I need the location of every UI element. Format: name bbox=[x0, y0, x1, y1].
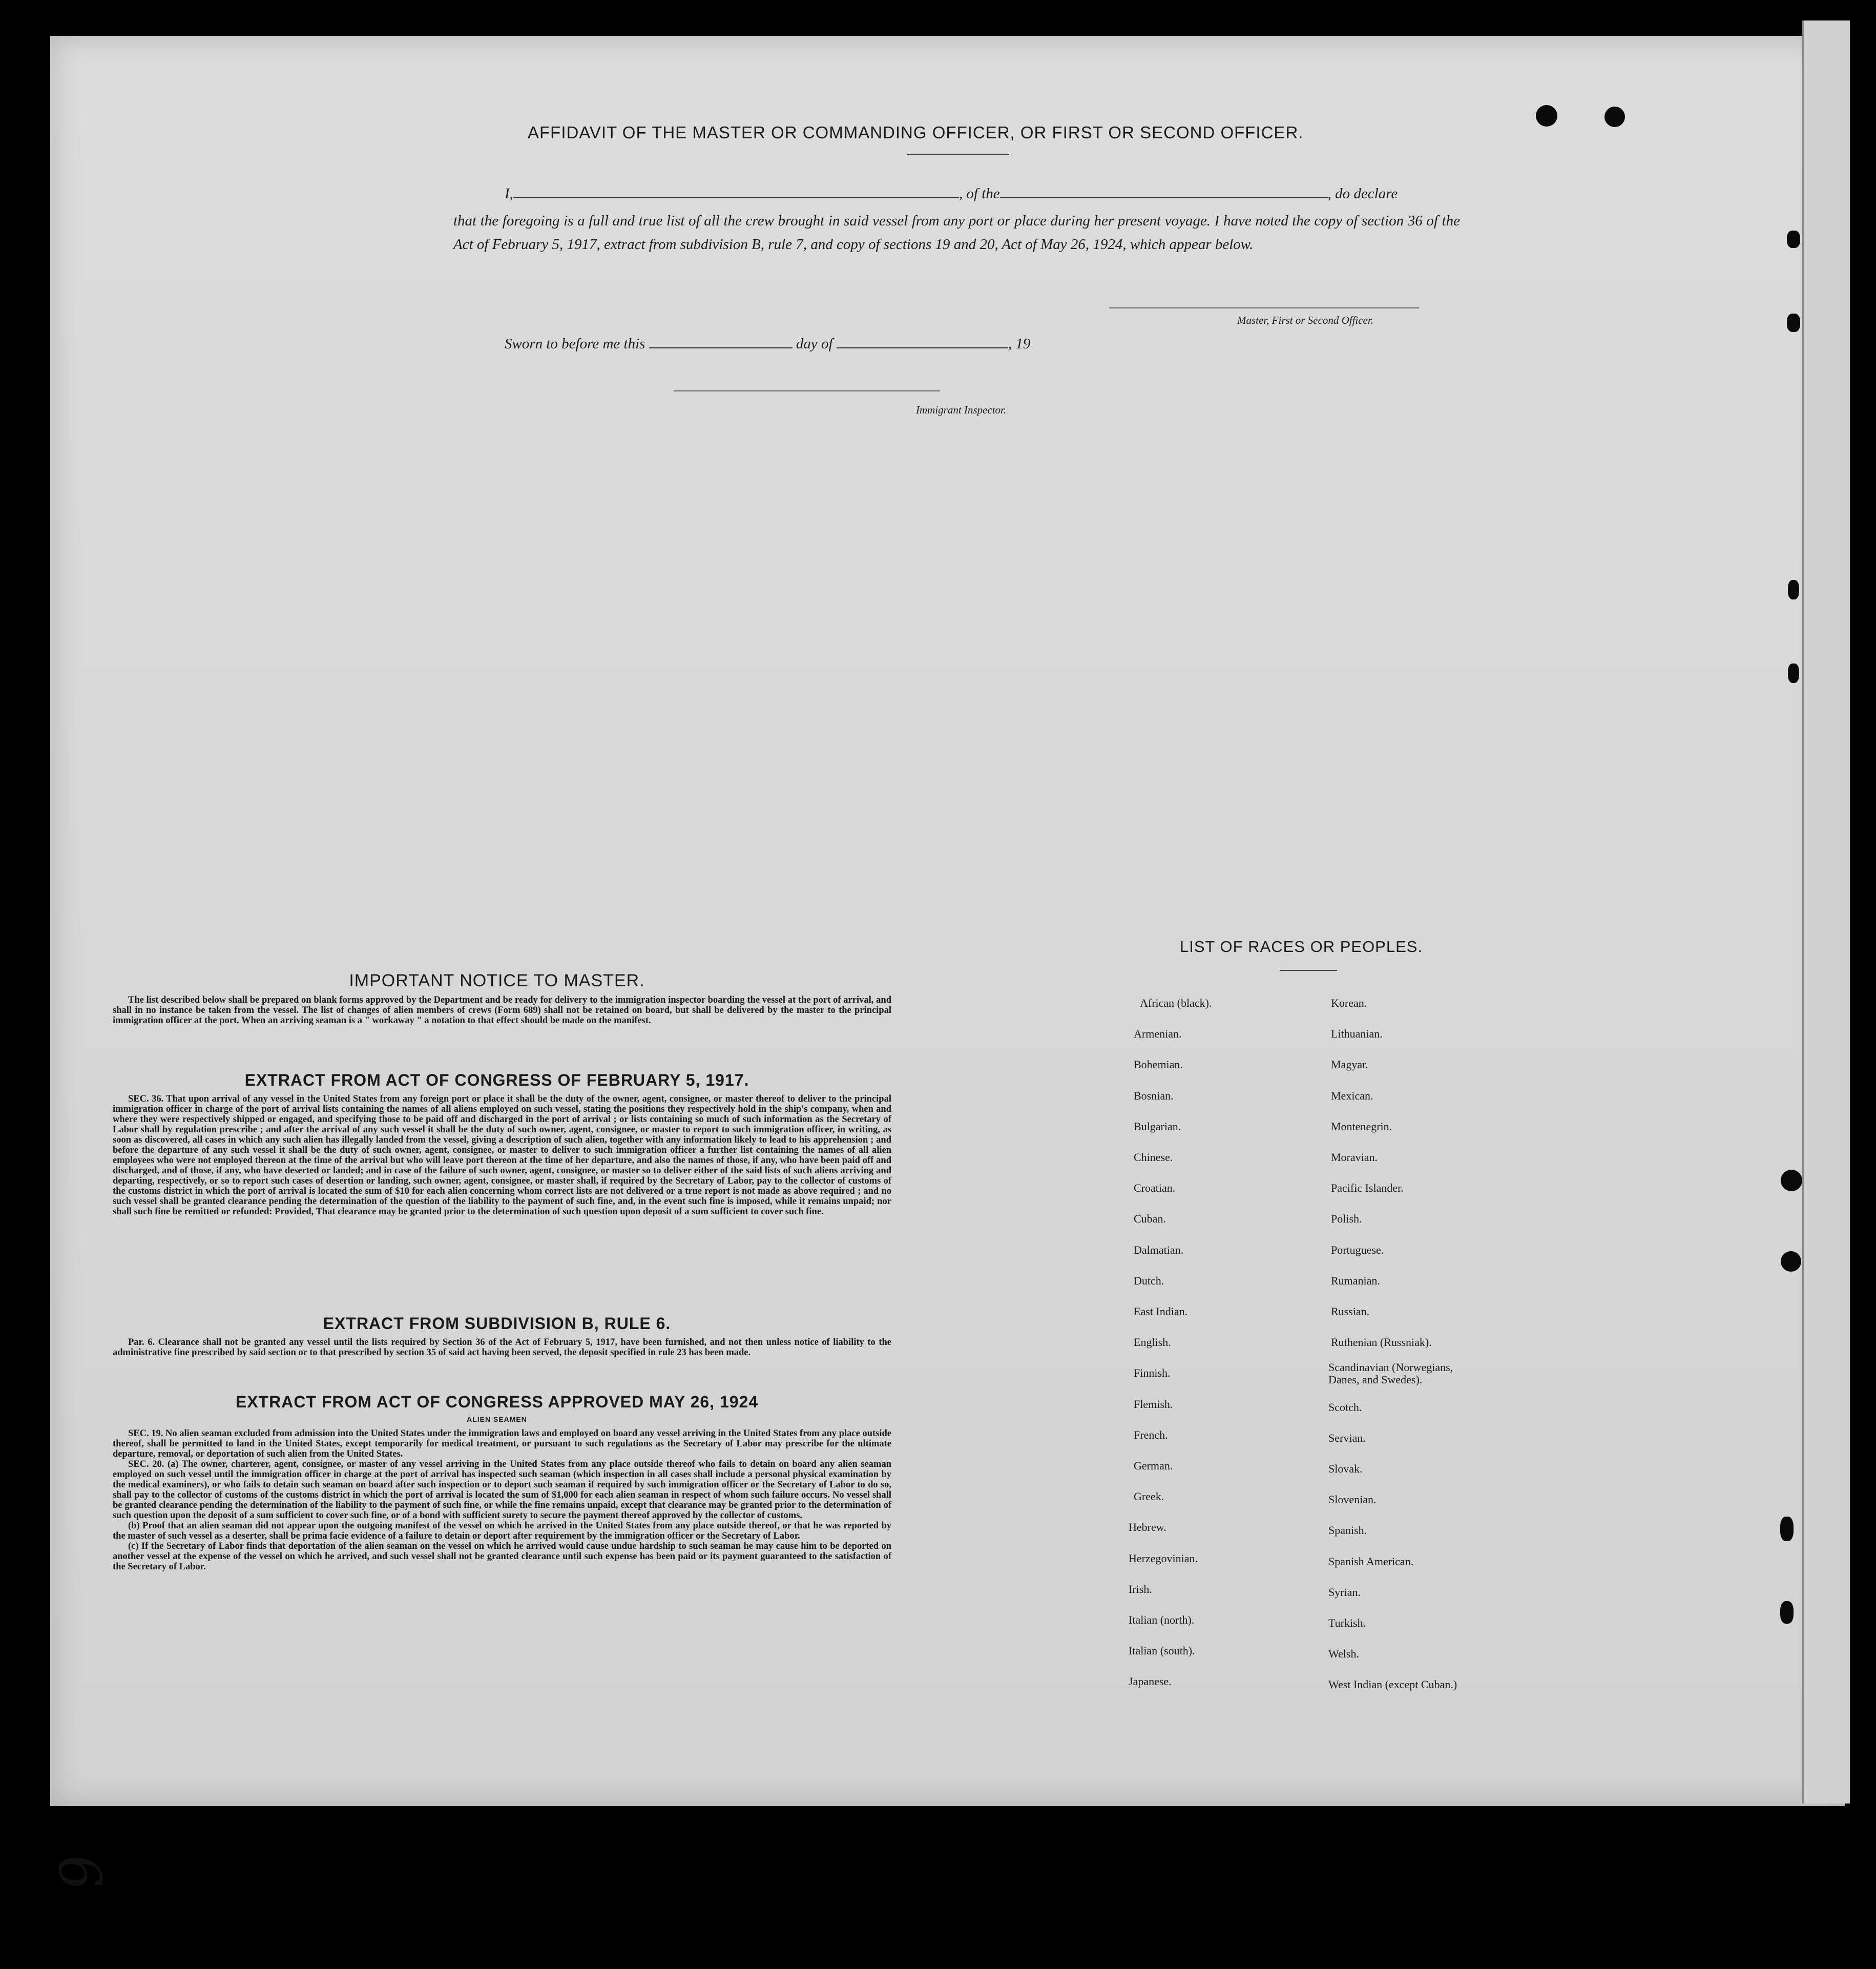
punch-hole bbox=[1780, 1601, 1794, 1624]
race-item: Spanish. bbox=[1328, 1524, 1367, 1537]
notice-title: IMPORTANT NOTICE TO MASTER. bbox=[349, 971, 645, 990]
sec36-paragraph: SEC. 36. That upon arrival of any vessel in the United States from any foreign port or place it shall be the duty of the owner, agent, consignee, or master thereof to deliver to the principal immigration officer in charge of the port of arrival lists containing the names of all aliens employed on such vessel, stating the positions they respectively hold in the ship's company, when and where they were respectively shipped or engaged, and specifying those to be paid off and discharged in the port of arrival ; or lists containing so much of such information as the Secretary of Labor shall by regulation prescribe ; and after the arrival of any such vessel it shall be the duty of such owner, agent, consignee, or master to report to such immigration officer, in writing, as soon as discovered, all cases in which any such alien has illegally landed from the vessel, giving a description of such alien, together with any information likely to lead to his apprehension ; and before the departure of any such vessel it shall be the duty of such owner, agent, consignee, or master to deliver to such immigration officer a further list containing the names of all alien employees who were not employed thereon at the time of the arrival but who will leave port thereon at the time of her departure, and also the names of those, if any, who have been paid off and discharged, and of those, if any, who have deserted or landed; and in case of the failure of such owner, agent, consignee, or master so to deliver either of the said lists of such aliens arriving and departing, respectively, or so to report such cases of desertion or landing, such owner, agent, consignee, or master shall, if required by the Secretary of Labor, pay to the collector of customs of the customs district in which the port of arrival is located the sum of $10 for each alien concerning whom correct lists are not delivered or a true report is not made as above required ; and no such vessel shall be granted clearance pending the determination of the question of the liability to the payment of such fine, and, in the event such fine is imposed, while it remains unpaid; nor shall such fine be remitted or refunded: Provided, That clearance may be granted prior to the determination of such question upon deposit of a sum sufficient to cover such fine. bbox=[113, 1094, 891, 1217]
race-item: Polish. bbox=[1331, 1212, 1362, 1226]
affidavit-title-rule bbox=[907, 154, 1009, 155]
race-item: Syrian. bbox=[1328, 1585, 1361, 1599]
race-item: Servian. bbox=[1328, 1431, 1366, 1444]
affidavit-line1-start: I, bbox=[505, 185, 513, 202]
race-item: Bulgarian. bbox=[1134, 1120, 1181, 1133]
race-item: Irish. bbox=[1129, 1582, 1152, 1595]
race-item: Flemish. bbox=[1134, 1397, 1173, 1411]
race-item: Turkish. bbox=[1328, 1616, 1366, 1629]
vessel-blank[interactable] bbox=[1000, 197, 1328, 198]
race-item: Slovak. bbox=[1328, 1462, 1363, 1475]
punch-hole bbox=[1788, 664, 1799, 683]
race-item: English. bbox=[1134, 1336, 1171, 1349]
extract-rule6-body bbox=[113, 1337, 891, 1358]
sworn-year: , 19 bbox=[1008, 336, 1031, 352]
race-item: Moravian. bbox=[1331, 1151, 1378, 1164]
inspector-signature-line[interactable] bbox=[674, 390, 940, 391]
notice-paragraph: The list described below shall be prepared on blank forms approved by the Department and be ready for delivery to the immigration inspector boarding the vessel at the port of arrival, and shall in no instance be taken from the vessel. The list of changes of alien members of crews (Form 689) shall not be retained on board, but shall be delivered by the master to the principal immigration officer at the port. When an arriving seaman is a " workaway " a notation to that effect should be made on the manifest. bbox=[113, 995, 891, 1026]
race-item: Scotch. bbox=[1328, 1400, 1362, 1414]
affidavit-line1-end: , do declare bbox=[1327, 185, 1398, 202]
punch-hole bbox=[1536, 105, 1557, 127]
race-item: Magyar. bbox=[1331, 1058, 1368, 1071]
alien-seamen-subtitle: ALIEN SEAMEN bbox=[467, 1415, 527, 1423]
name-blank[interactable] bbox=[513, 197, 959, 198]
extract-rule6-title: EXTRACT FROM SUBDIVISION B, RULE 6. bbox=[323, 1314, 671, 1333]
race-item: Mexican. bbox=[1331, 1089, 1373, 1102]
race-item: German. bbox=[1134, 1459, 1173, 1472]
affidavit-title: AFFIDAVIT OF THE MASTER OR COMMANDING OFFICER, OR FIRST OR SECOND OFFICER. bbox=[528, 123, 1304, 142]
race-item: Cuban. bbox=[1134, 1212, 1166, 1226]
race-item: East Indian. bbox=[1134, 1305, 1188, 1318]
sworn-day: day of bbox=[796, 336, 833, 352]
race-item: Dutch. bbox=[1134, 1274, 1164, 1287]
race-item: Chinese. bbox=[1134, 1151, 1173, 1164]
race-item: Ruthenian (Russniak). bbox=[1331, 1336, 1432, 1349]
punch-hole bbox=[1787, 314, 1800, 332]
punch-hole bbox=[1781, 1251, 1801, 1272]
race-item: Bohemian. bbox=[1134, 1058, 1183, 1071]
extract-1924-body bbox=[113, 1428, 891, 1572]
sworn-start: Sworn to before me this bbox=[505, 336, 645, 352]
document-edge-strip bbox=[1802, 20, 1850, 1804]
race-item: Dalmatian. bbox=[1134, 1243, 1184, 1256]
sec20b-paragraph: (b) Proof that an alien seaman did not appear upon the outgoing manifest of the vessel on which he arrived in the United States from any place outside thereof, or that he was reported by the master of such vessel as a deserter, shall be prima facie evidence of a failure to detain or deport after requirement by the immigration officer or the Secretary of Labor. bbox=[113, 1521, 891, 1541]
extract-1924-title: EXTRACT FROM ACT OF CONGRESS APPROVED MAY 26, 1924 bbox=[235, 1393, 759, 1411]
race-item: Pacific Islander. bbox=[1331, 1182, 1404, 1195]
race-item: Herzegovinian. bbox=[1129, 1551, 1198, 1565]
race-item: Italian (south). bbox=[1129, 1644, 1195, 1657]
race-item: Rumanian. bbox=[1331, 1274, 1380, 1287]
extract-1917-title: EXTRACT FROM ACT OF CONGRESS OF FEBRUARY 5, 1917. bbox=[244, 1071, 749, 1089]
race-item: French. bbox=[1134, 1428, 1168, 1441]
punch-hole bbox=[1787, 231, 1800, 248]
affidavit-body: that the foregoing is a full and true list of all the crew brought in said vessel from any port or place during her present voyage. I have noted the copy of section 36 of the Act of February 5, 1917, extract from subdivision B, rule 7, and copy of sections 19 and 20, Act of May 26, 1924, which appear below. bbox=[453, 213, 1460, 253]
race-item: Slovenian. bbox=[1328, 1493, 1377, 1506]
rule6-paragraph: Par. 6. Clearance shall not be granted any vessel until the lists required by Section 36 of the Act of February 5, 1917, have been furnished, and not then unless notice of liability to the administrative fine prescribed by said section or to that prescribed by section 35 of said act having been served, the deposit specified in rule 23 has been made. bbox=[113, 1337, 891, 1358]
race-item: Greek. bbox=[1134, 1490, 1164, 1503]
signature-caption: Master, First or Second Officer. bbox=[1237, 314, 1373, 326]
signature-line[interactable] bbox=[1109, 307, 1419, 308]
punch-hole bbox=[1788, 580, 1799, 599]
punch-hole bbox=[1604, 107, 1625, 127]
race-item: Japanese. bbox=[1129, 1675, 1172, 1688]
race-item: Welsh. bbox=[1328, 1647, 1359, 1661]
race-item: Scandinavian (Norwegians, Danes, and Swedes). bbox=[1328, 1361, 1453, 1386]
notice-body bbox=[113, 995, 891, 1026]
race-item: African (black). bbox=[1140, 997, 1212, 1009]
race-item: Russian. bbox=[1331, 1305, 1370, 1318]
sec20a-paragraph: SEC. 20. (a) The owner, charterer, agent, consignee, or master of any vessel arriving in the United States from any place outside thereof who fails to detain on board any alien seaman employed on such vessel until the immigration officer in charge at the port of arrival has inspected such seaman (which inspection in all cases shall include a personal physical examination by the medical examiners), or who fails to detain such seaman on board after such inspection or to deport such seaman if required by such immigration officer or the Secretary of Labor to do so, shall pay to the collector of customs of the customs district in which the port of arrival is located the sum of $1,000 for each alien seaman in respect of whom such failure occurs. No vessel shall be granted clearance pending the determination of the liability to the payment of such fine, or while the fine remains unpaid, except that clearance may be granted prior to the determination of such question upon the deposit of a sum sufficient to cover such fine, or of a bond with sufficient surety to secure the payment thereof approved by the collector of customs. bbox=[113, 1459, 891, 1521]
punch-hole bbox=[1781, 1170, 1802, 1191]
sworn-date-blank[interactable] bbox=[649, 347, 793, 348]
race-item: Lithuanian. bbox=[1331, 1027, 1383, 1041]
race-item: Korean. bbox=[1331, 997, 1367, 1009]
sworn-line bbox=[505, 336, 1030, 353]
punch-hole bbox=[1780, 1517, 1794, 1541]
affidavit-line1 bbox=[505, 185, 1398, 202]
sec20c-paragraph: (c) If the Secretary of Labor finds that deportation of the alien seaman on the vessel on which he arrived would cause undue hardship to such seaman he may cause him to be deported on another vessel at the expense of the vessel on which he arrived, and such vessel shall not be granted clearance until such expense has been paid or its payment guaranteed to the satisfaction of the Secretary of Labor. bbox=[113, 1541, 891, 1572]
handwritten-page-number: 6 bbox=[44, 1850, 115, 1895]
races-title-rule bbox=[1280, 970, 1337, 971]
race-item: Armenian. bbox=[1134, 1027, 1182, 1041]
extract-1917-body bbox=[113, 1094, 891, 1217]
sec19-paragraph: SEC. 19. No alien seaman excluded from admission into the United States under the immigration laws and employed on board any vessel arriving in the United States from any place outside thereof, shall be permitted to land in the United States, except temporarily for medical treatment, or pursuant to such regulations as the Secretary of Labor may prescribe for the ultimate departure, removal, or deportation of such alien from the United States. bbox=[113, 1428, 891, 1459]
race-item: Montenegrin. bbox=[1331, 1120, 1392, 1133]
race-item: Spanish American. bbox=[1328, 1555, 1414, 1568]
inspector-caption: Immigrant Inspector. bbox=[916, 404, 1007, 416]
race-item: Hebrew. bbox=[1129, 1521, 1166, 1534]
race-item: Portuguese. bbox=[1331, 1243, 1384, 1256]
affidavit-line1-mid: , of the bbox=[958, 185, 1000, 202]
race-item: Finnish. bbox=[1134, 1366, 1171, 1380]
races-title: LIST OF RACES OR PEOPLES. bbox=[1180, 938, 1423, 956]
sworn-month-blank[interactable] bbox=[837, 347, 1008, 348]
race-item: Croatian. bbox=[1134, 1182, 1176, 1195]
race-item: Bosnian. bbox=[1134, 1089, 1174, 1102]
race-item: Italian (north). bbox=[1129, 1613, 1195, 1626]
race-item: West Indian (except Cuban.) bbox=[1328, 1678, 1457, 1691]
